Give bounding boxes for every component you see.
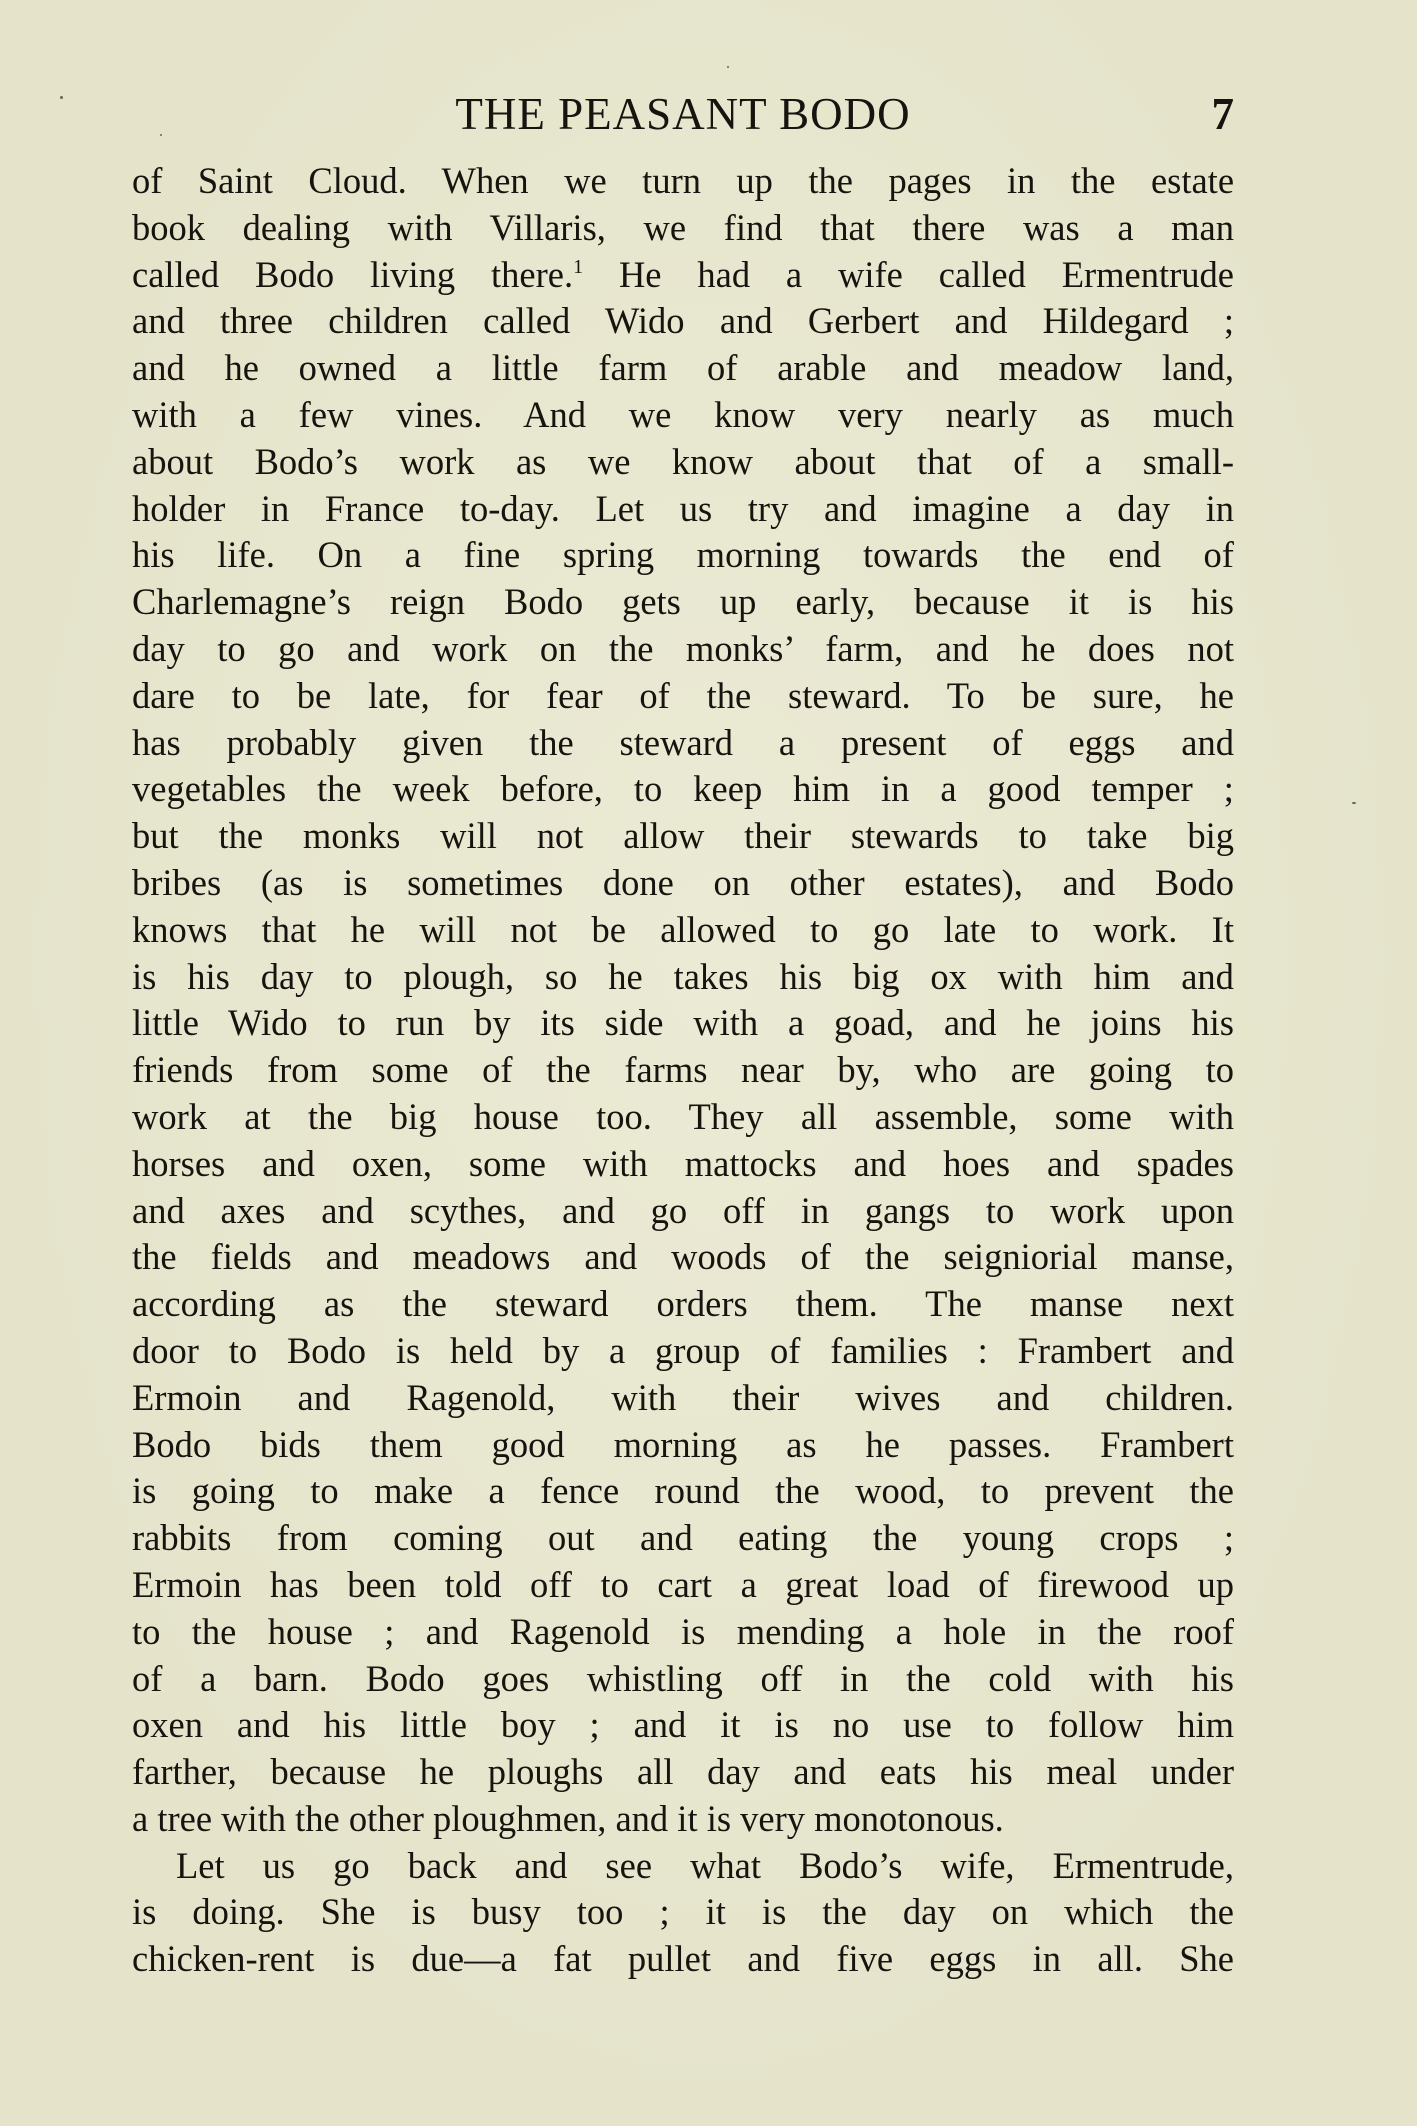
text-line: Ermoin has been told off to cart a great load of firewood up xyxy=(132,1563,1234,1605)
text-line: work at the big house too. They all assemble, some with xyxy=(132,1095,1234,1137)
paper-speck xyxy=(160,134,162,136)
text-line: Ermoin and Ragenold, with their wives and children. xyxy=(132,1376,1234,1418)
text-line: dare to be late, for fear of the steward. To be sure, he xyxy=(132,674,1234,716)
text-line: holder in France to-day. Let us try and imagine a day in xyxy=(132,487,1234,529)
text-line-start: called Bodo living there. xyxy=(132,253,574,295)
paper-speck xyxy=(727,66,729,68)
body-text xyxy=(132,158,1234,1983)
text-line: Bodo bids them good morning as he passes. Frambert xyxy=(132,1423,1234,1465)
text-line: of a barn. Bodo goes whistling off in the cold with his xyxy=(132,1657,1234,1699)
text-line: is his day to plough, so he takes his big ox with him and xyxy=(132,955,1234,997)
text-line: door to Bodo is held by a group of families : Frambert and xyxy=(132,1329,1234,1371)
text-line: oxen and his little boy ; and it is no use to follow him xyxy=(132,1704,1234,1746)
text-line: chicken-rent is due—a fat pullet and five eggs in all. She xyxy=(132,1938,1234,1980)
page-number: 7 xyxy=(1211,89,1234,139)
text-line: a tree with the other ploughmen, and it is very monotonous. xyxy=(132,1797,1004,1839)
text-line: friends from some of the farms near by, who are going to xyxy=(132,1049,1234,1091)
text-line xyxy=(132,252,1234,299)
text-line: is going to make a fence round the wood, to prevent the xyxy=(132,1470,1234,1512)
text-line: Charlemagne’s reign Bodo gets up early, because it is his xyxy=(132,581,1234,623)
page-header xyxy=(132,84,1234,144)
text-line: according as the steward orders them. The manse next xyxy=(132,1283,1234,1325)
text-line: little Wido to run by its side with a goad, and he joins his xyxy=(132,1002,1234,1044)
text-line: rabbits from coming out and eating the young crops ; xyxy=(132,1517,1234,1559)
text-line: of Saint Cloud. When we turn up the pages in the estate xyxy=(132,160,1234,201)
paragraph-first-line: Let us go back and see what Bodo’s wife, Ermentrude, xyxy=(176,1844,1234,1886)
text-line: his life. On a fine spring morning towards the end of xyxy=(132,534,1234,576)
paper-speck xyxy=(60,96,63,99)
text-line: but the monks will not allow their stewards to take big xyxy=(132,815,1234,857)
text-line: vegetables the week before, to keep him in a good temper ; xyxy=(132,768,1234,810)
text-line: is doing. She is busy too ; it is the day on which the xyxy=(132,1891,1234,1933)
text-line: and three children called Wido and Gerbert and Hildegard ; xyxy=(132,300,1234,342)
text-line: book dealing with Villaris, we find that there was a man xyxy=(132,206,1234,248)
text-line: knows that he will not be allowed to go late to work. It xyxy=(132,908,1234,950)
text-line: farther, because he ploughs all day and eats his meal under xyxy=(132,1751,1234,1793)
paper-speck xyxy=(1352,802,1356,804)
text-line: with a few vines. And we know very nearly as much xyxy=(132,393,1234,435)
running-head: THE PEASANT BODO xyxy=(455,89,911,139)
text-line: to the house ; and Ragenold is mending a hole in the roof xyxy=(132,1610,1234,1652)
text-line: the fields and meadows and woods of the seigniorial manse, xyxy=(132,1236,1234,1278)
text-line: day to go and work on the monks’ farm, and he does not xyxy=(132,627,1234,669)
text-line: about Bodo’s work as we know about that of a small- xyxy=(132,440,1234,482)
text-line: has probably given the steward a present of eggs and xyxy=(132,721,1234,763)
text-line: and he owned a little farm of arable and meadow land, xyxy=(132,347,1234,389)
text-line: horses and oxen, some with mattocks and hoes and spades xyxy=(132,1142,1234,1184)
text-line: and axes and scythes, and go off in gangs to work upon xyxy=(132,1189,1234,1231)
text-line-end: He had a wife called Ermentrude xyxy=(583,253,1234,295)
text-line: bribes (as is sometimes done on other estates), and Bodo xyxy=(132,861,1234,903)
footnote-reference: 1 xyxy=(573,255,584,278)
